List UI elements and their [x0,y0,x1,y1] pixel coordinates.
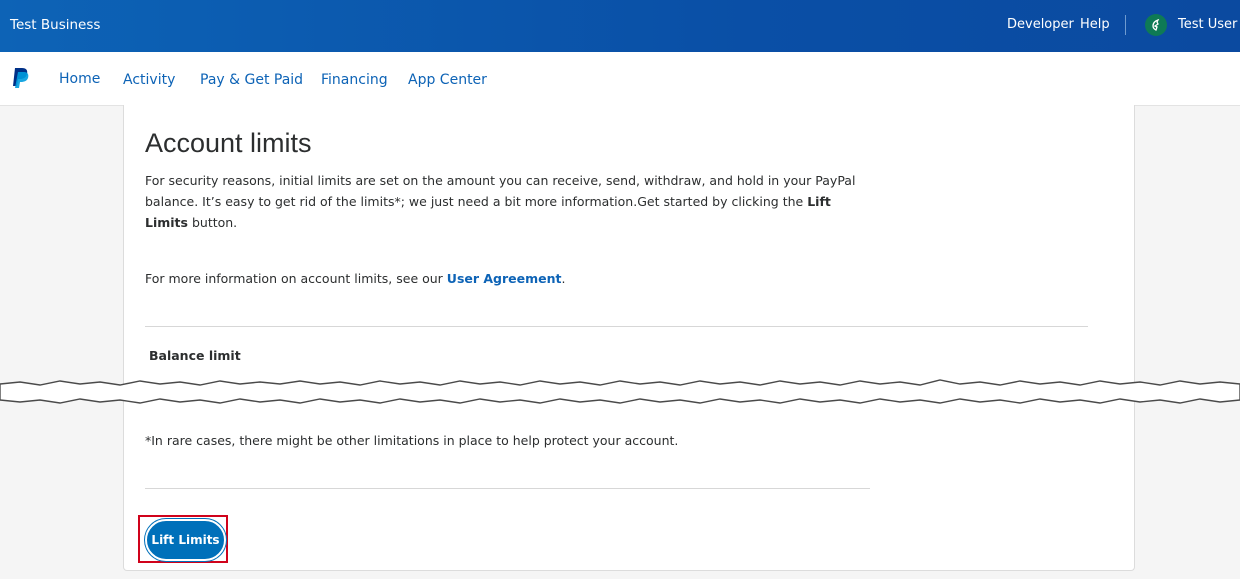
intro-text-part1: For security reasons, initial limits are set on the amount you can receive, send, withdraw, and hold in your PayPal balance. It’s easy to get rid of the limits*; we just need a bit more information.Get started by clicking the [145,173,856,209]
page-title: Account limits [145,128,312,158]
info-prefix: For more information on account limits, see our [145,271,447,286]
user-agreement-link[interactable]: User Agreement [446,271,562,286]
balance-limit-heading: Balance limit [149,348,241,363]
intro-text [145,170,865,233]
main-nav [0,52,1240,106]
paypal-logo-icon[interactable] [11,67,31,93]
nav-pay-get-paid[interactable]: Pay & Get Paid [200,72,304,88]
info-text [145,271,566,286]
lift-limits-button[interactable]: Lift Limits [145,519,226,561]
header-divider [1125,15,1126,35]
top-header [0,0,1240,52]
user-name[interactable]: Test User [1178,17,1238,32]
help-link[interactable]: Help [1080,17,1110,32]
footnote-text: *In rare cases, there might be other limitations in place to help protect your account. [145,433,679,448]
torn-edge-divider [0,372,1240,412]
nav-app-center[interactable]: App Center [408,72,487,88]
section-divider [145,326,1088,327]
nav-activity[interactable]: Activity [123,72,176,88]
footer-divider [145,488,870,489]
intro-text-bold: Lift Limits [145,194,831,230]
user-avatar-icon[interactable] [1145,14,1167,36]
developer-link[interactable]: Developer [1007,17,1074,32]
business-name: Test Business [10,17,101,33]
nav-home[interactable]: Home [59,71,101,87]
nav-financing[interactable]: Financing [321,72,388,88]
info-suffix: . [561,271,566,286]
intro-text-part2: button. [187,215,238,230]
